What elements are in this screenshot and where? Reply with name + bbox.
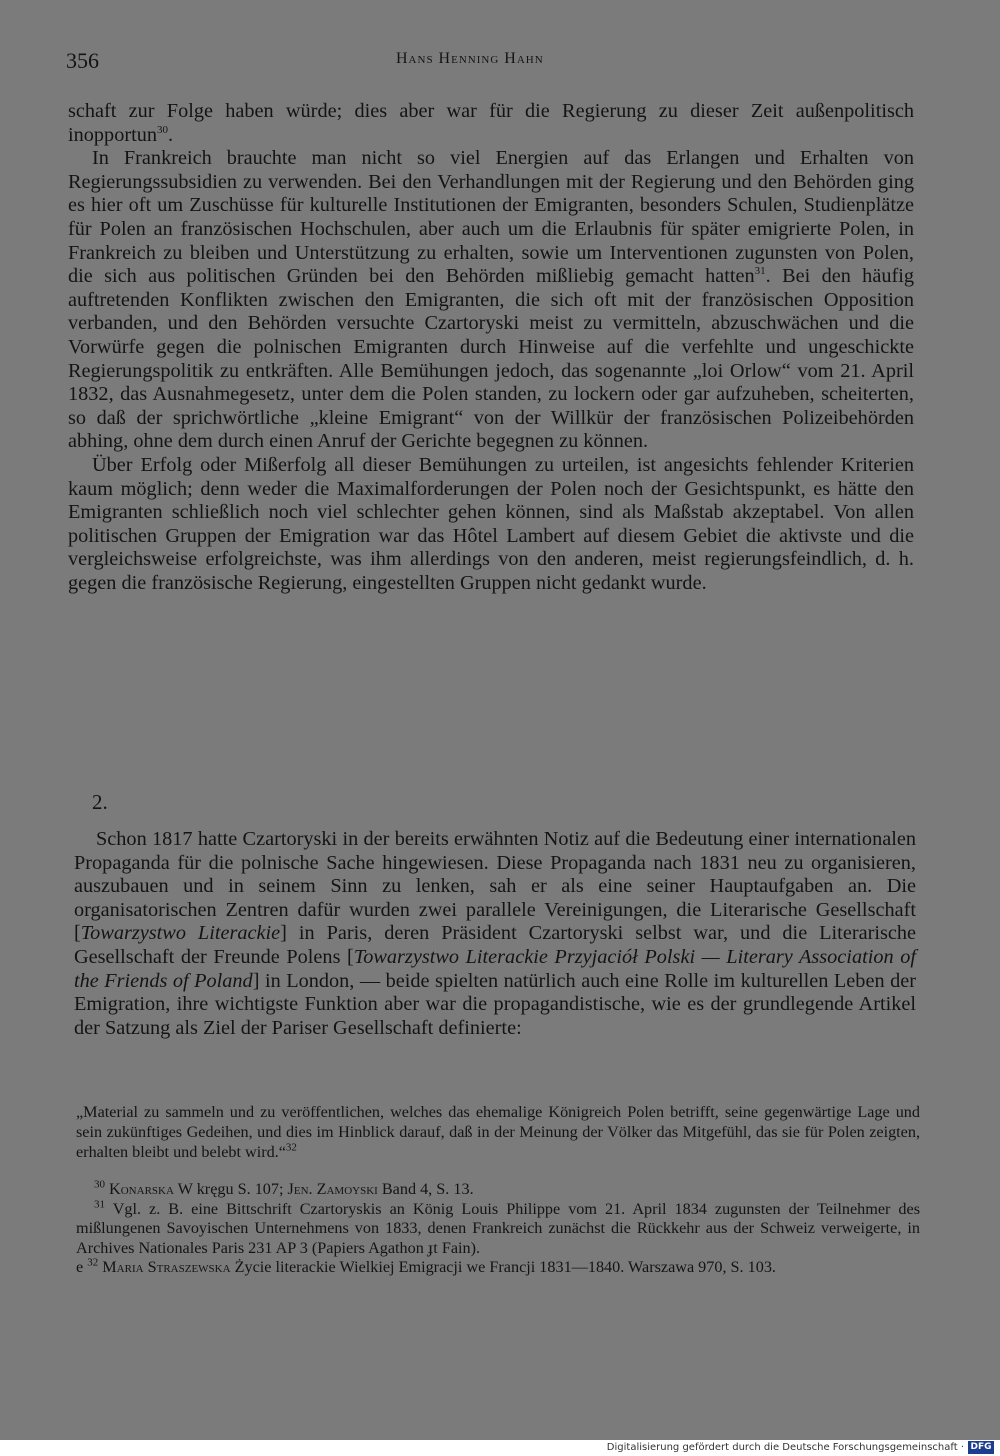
dfg-logo-icon[interactable]: DFG (968, 1441, 994, 1454)
footer-bar (0, 1440, 1000, 1456)
footnote-30: $^{30}$ Konarska W kręgu S. 107; Jen. Zamoyski Band 4, S. 13. (94, 1178, 474, 1198)
section-2-text (74, 828, 916, 1040)
section-2-paragraph: Schon 1817 hatte Czartoryski in der bereits erwähnten Notiz auf die Bedeutung einer internationalen Propaganda für die polnische Sache hingewiesen. Diese Propaganda nach 1831 neu zu organisieren, auszubauen und in seinem Sinn zu lenken, sah er als eine seiner Hauptaufgaben an. Die organisatorischen Zentren dafür wurden zwei parallele Vereinigungen, die Literarische Gesellschaft [Towarzystwo Literackie] in Paris, deren Präsident Czartoryski selbst war, und die Literarische Gesellschaft der Freunde Polens [Towarzystwo Literackie Przyjaciół Polski — Literary Association of the Friends of Poland] in London, — beide spielten natürlich auch eine Rolle im kulturellen Leben der Emigration, ihre wichtigste Funktion aber war die propagandistische, wie es der grundlegende Artikel der Satzung als Ziel der Pariser Gesellschaft definierte: (74, 828, 917, 1039)
italic-title-1: Towarzystwo Literackie (80, 922, 281, 945)
footnote-ref-32[interactable]: 32 (285, 1141, 297, 1154)
page-number: 356 (66, 48, 99, 73)
running-head: Hans Henning Hahn (396, 50, 544, 67)
italic-title-2: Towarzystwo Literackie Przyjaciół Polski — Literary Association of the Friends of Poland (74, 945, 917, 992)
paragraph-1: schaft zur Folge haben würde; dies aber war für die Regierung zu dieser Zeit außenpolitisch inopportun$^{30}$. (68, 100, 914, 146)
section-number: 2. (92, 790, 108, 814)
footnote-ref-31[interactable]: 31 (754, 265, 766, 278)
paragraph-2: In Frankreich brauchte man nicht so viel Energien auf das Erlangen und Erhalten von Regierungssubsidien zu verwenden. Bei den Verhandlungen mit der Regierung und den Behörden ging es hier oft um Zuschüsse für kulturelle Institutionen der Emigranten, besonders Schulen, Studienplätze für Polen an französischen Hochschulen, aber auch um die Erlaubnis für später emigrierte Polen, in Frankreich zu bleiben und Unterstützung zu erhalten, sowie um Interventionen zugunsten von Polen, die sich aus politischen Gründen bei den Behörden mißliebig gemacht hatten$^{31}$. Bei den häufig auftretenden Konflikten zwischen den Emigranten, die sich oft mit der französischen Opposition verbanden, und den Behörden versuchte Czartoryski meist zu vermitteln, abzuschwächen und die Vorwürfe gegen die polnischen Emigranten durch Hinweise auf die verfehlte und ungeschickte Regierungspolitik zu entkräften. Alle Bemühungen jedoch, das sogenannte „loi Orlow“ vom 21. April 1832, das Ausnahmegesetz, unter dem die Polen standen, zu lockern oder gar aufzuheben, scheiterten, so daß der sprichwörtliche „kleine Emigrant“ von der Willkür der französischen Polizeibehörden abhing, ohne dem durch einen Anruf der Gerichte begegnen zu können. (68, 147, 914, 453)
digitization-credit: Digitalisierung gefördert durch die Deutsche Forschungsgemeinschaft · (606, 1442, 964, 1453)
footnote-32: e $^{32}$ Maria Straszewska Życie literackie Wielkiej Emigracji we Francji 1831—1840. Warszawa 970, S. 103. (76, 1256, 776, 1277)
page-header (66, 46, 926, 80)
body-text (68, 100, 914, 595)
paragraph-3: Über Erfolg oder Mißerfolg all dieser Bemühungen zu urteilen, ist angesichts fehlender Kriterien kaum möglich; denn weder die Maximalforderungen der Polen noch der Gesichtspunkt, es hätte den Emigranten schließlich noch viel schlechter gehen können, sind als Maßstab akzeptabel. Von allen politischen Gruppen der Emigration war das Hôtel Lambert auf diesem Gebiet die aktivste und die vergleichsweise erfolgreichste, was ihm allerdings von den anderen, meist regierungsfeindlich, d. h. gegen die französische Regierung, eingestellten Gruppen nicht gedankt wurde. (68, 453, 914, 594)
footnote-ref-30[interactable]: 30 (157, 123, 169, 136)
block-quote: „Material zu sammeln und zu veröffentlichen, welches das ehemalige Königreich Polen betrifft, seine gegenwärtige Lage und sein zukünftiges Gedeihen, und dies im Hinblick darauf, daß in der Meinung der Völker das Mitgefühl, das sie für Polen zeigten, erhalten bleibt und belebt wird.“$^{32}$ (76, 1103, 920, 1161)
footnote-31: $^{31}$ Vgl. z. B. eine Bittschrift Czartoryskis an König Louis Philippe vom 21. April 1834 zugunsten der Teilnehmer des mißlungenen Savoyischen Unternehmens von 1833, denen Frankreich zunächst die Rückkehr aus der Schweiz verweigerte, in Archives Nationales Paris 231 AP 3 (Papiers Agathon ɟt Fain). (76, 1198, 920, 1257)
footnotes (76, 1180, 920, 1278)
